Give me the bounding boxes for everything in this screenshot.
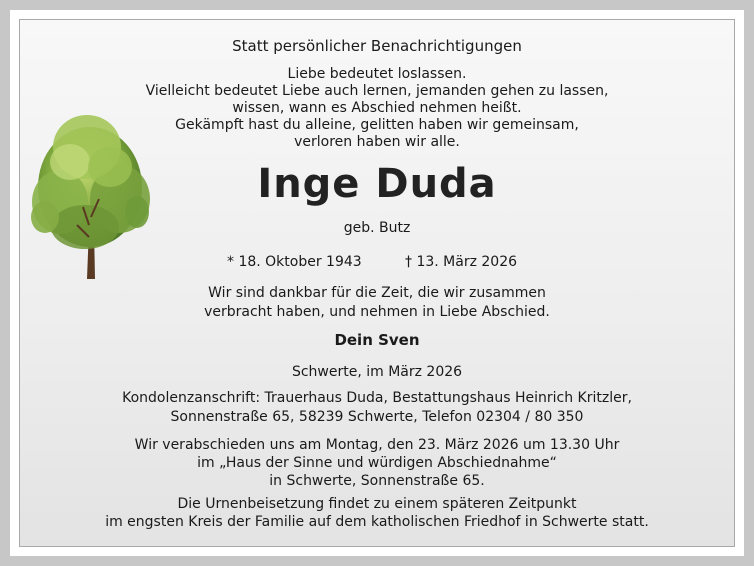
place-date: Schwerte, im März 2026: [291, 364, 463, 380]
poem-line-5: verloren haben wir alle.: [294, 134, 460, 150]
poem-line-3: wissen, wann es Abschied nehmen heißt.: [232, 100, 522, 116]
poem-line-4: Gekämpft hast du alleine, gelitten haben wir gemeinsam,: [175, 117, 579, 133]
farewell-line-1: Wir verabschieden uns am Montag, den 23. März 2026 um 13.30 Uhr: [134, 437, 620, 453]
burial-line-2: im engsten Kreis der Familie auf dem katholischen Friedhof in Schwerte statt.: [105, 514, 649, 530]
birth-date: * 18. Oktober 1943: [227, 254, 362, 270]
poem-line-1: Liebe bedeutet loslassen.: [287, 66, 467, 82]
condolence-line-2: Sonnenstraße 65, 58239 Schwerte, Telefon 02304 / 80 350: [170, 409, 584, 425]
gratitude-line-2: verbracht haben, und nehmen in Liebe Abschied.: [204, 304, 550, 320]
farewell-line-3: in Schwerte, Sonnenstraße 65.: [269, 473, 485, 489]
header-text: Statt persönlicher Benachrichtigungen: [232, 37, 522, 55]
farewell-line-2: im „Haus der Sinne und würdigen Abschiednahme“: [197, 455, 557, 471]
maiden-name: geb. Butz: [343, 220, 411, 236]
burial-line-1: Die Urnenbeisetzung findet zu einem späteren Zeitpunkt: [177, 496, 577, 512]
poem-line-2: Vielleicht bedeutet Liebe auch lernen, jemanden gehen zu lassen,: [145, 83, 609, 99]
signature: Dein Sven: [334, 331, 420, 349]
obituary-card: [10, 10, 744, 556]
gratitude-line-1: Wir sind dankbar für die Zeit, die wir zusammen: [208, 285, 546, 301]
death-date: † 13. März 2026: [405, 254, 518, 270]
deceased-name: Inge Duda: [257, 161, 497, 207]
condolence-line-1: Kondolenzanschrift: Trauerhaus Duda, Bestattungshaus Heinrich Kritzler,: [122, 390, 632, 406]
